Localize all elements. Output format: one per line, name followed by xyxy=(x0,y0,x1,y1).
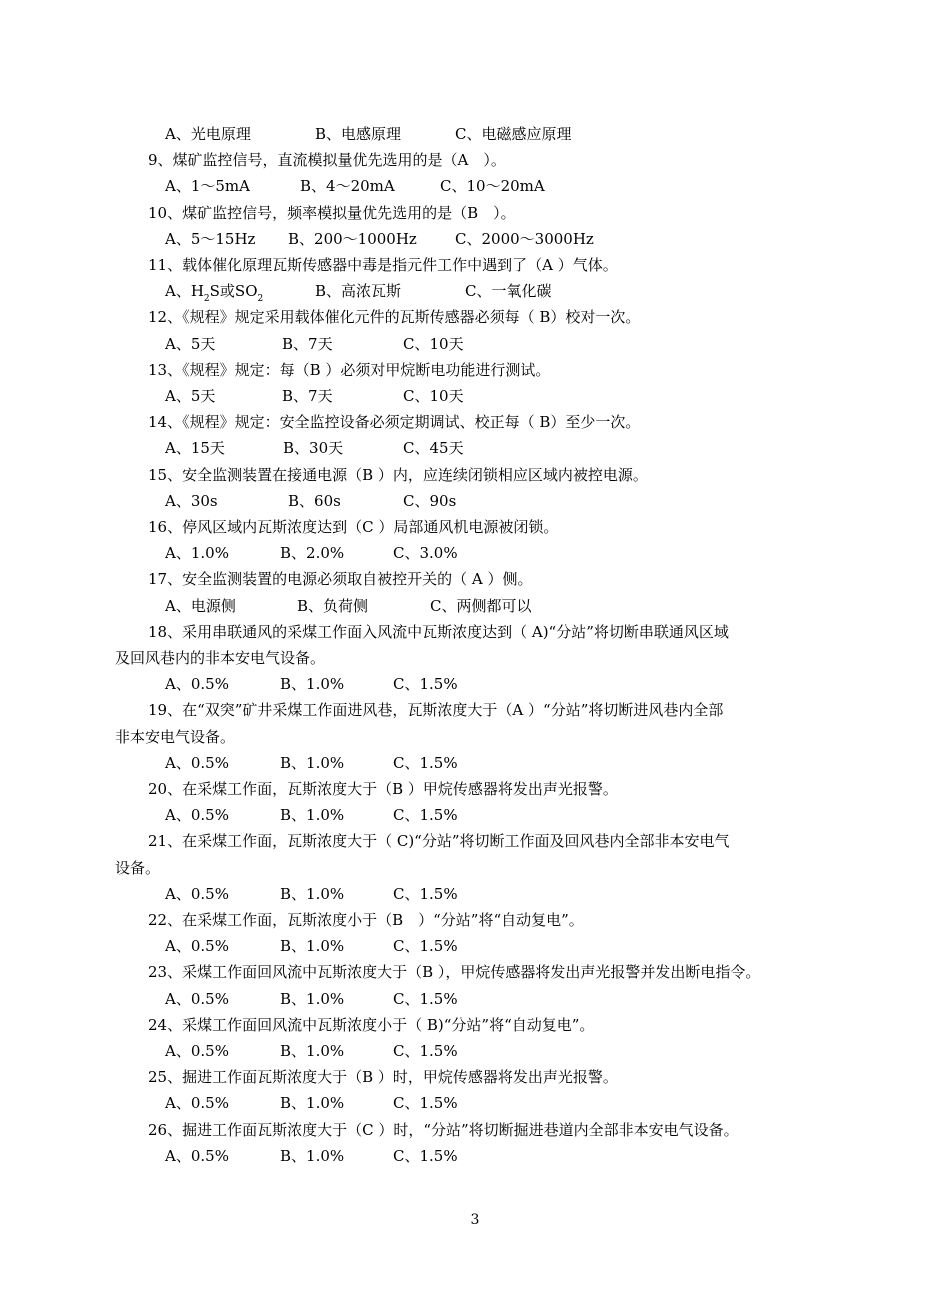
option-c: C、1.5% xyxy=(393,884,458,903)
option-b: B、高浓瓦斯 xyxy=(315,282,402,301)
option-c: C、2000～3000Hz xyxy=(455,229,594,248)
option-b: B、1.0% xyxy=(280,675,345,694)
question-text: 13、《规程》规定：每（B ）必须对甲烷断电功能进行测试。 xyxy=(148,360,551,379)
question-text: 14、《规程》规定：安全监控设备必须定期调试、校正每（ B）至少一次。 xyxy=(148,413,641,432)
question-text: 15、安全监测装置在接通电源（B ）内，应连续闭锁相应区域内被控电源。 xyxy=(148,465,648,484)
question-text-continued: 设备。 xyxy=(115,858,161,877)
option-c: C、1.5% xyxy=(393,989,458,1008)
option-c: C、1.5% xyxy=(393,1094,458,1113)
option-c: C、1.5% xyxy=(393,753,458,772)
option-b: B、1.0% xyxy=(280,884,345,903)
option-a: A、0.5% xyxy=(165,884,229,903)
option-a: A、0.5% xyxy=(165,675,229,694)
option-c: C、1.5% xyxy=(393,1042,458,1060)
option-b: B、7天 xyxy=(282,334,333,353)
option-a: A、0.5% xyxy=(165,937,229,956)
option-a: A、5～15Hz xyxy=(165,229,256,248)
option-b: B、负荷侧 xyxy=(297,596,369,615)
option-b: B、2.0% xyxy=(280,544,345,563)
option-a: A、1.0% xyxy=(165,544,229,563)
option-c: C、1.5% xyxy=(393,806,458,825)
option-a: A、0.5% xyxy=(165,989,229,1008)
question-text-continued: 非本安电气设备。 xyxy=(115,727,236,746)
option-b: B、1.0% xyxy=(280,806,345,825)
option-c: C、电磁感应原理 xyxy=(455,125,572,143)
page-number: 3 xyxy=(470,1212,480,1228)
question-text: 12、《规程》规定采用载体催化元件的瓦斯传感器必须每（ B）校对一次。 xyxy=(148,308,641,327)
question-text: 20、在采煤工作面，瓦斯浓度大于（B ）甲烷传感器将发出声光报警。 xyxy=(148,780,618,798)
option-a: A、15天 xyxy=(165,439,225,458)
question-text: 16、停风区域内瓦斯浓度达到（C ）局部通风机电源被闭锁。 xyxy=(148,518,559,536)
question-text: 10、煤矿监控信号，频率模拟量优先选用的是（B ）。 xyxy=(148,203,516,222)
question-text-continued: 及回风巷内的非本安电气设备。 xyxy=(115,649,326,667)
option-b: B、1.0% xyxy=(280,1094,345,1113)
option-b: B、1.0% xyxy=(280,937,345,956)
option-a: A、0.5% xyxy=(165,1094,229,1113)
question-text: 9、煤矿监控信号，直流模拟量优先选用的是（A ）。 xyxy=(148,151,506,170)
question-text: 19、在“双突”矿井采煤工作面进风巷，瓦斯浓度大于（A ）“分站”将切断进风巷内全部 xyxy=(148,701,724,720)
option-c: C、1.5% xyxy=(393,1146,458,1165)
option-b: B、60s xyxy=(288,491,341,510)
option-c: C、1.5% xyxy=(393,937,458,956)
option-b: B、电感原理 xyxy=(315,125,402,143)
option-b: B、1.0% xyxy=(280,753,345,772)
question-text: 22、在采煤工作面，瓦斯浓度小于（B ）“分站”将“自动复电”。 xyxy=(148,911,584,929)
option-c: C、90s xyxy=(403,491,457,510)
option-c: C、3.0% xyxy=(393,544,458,563)
question-text: 23、采煤工作面回风流中瓦斯浓度大于（B ），甲烷传感器将发出声光报警并发出断电指令。 xyxy=(148,963,761,982)
option-a: A、30s xyxy=(165,491,218,510)
option-b: B、7天 xyxy=(282,387,333,405)
question-text: 24、采煤工作面回风流中瓦斯浓度小于（ B)“分站”将“自动复电”。 xyxy=(148,1015,595,1034)
option-b: B、4～20mA xyxy=(300,177,395,196)
question-text: 11、载体催化原理瓦斯传感器中毒是指元件工作中遇到了（A ）气体。 xyxy=(148,256,618,274)
option-c: C、1.5% xyxy=(393,675,458,694)
option-a: A、0.5% xyxy=(165,806,229,825)
question-text: 25、掘进工作面瓦斯浓度大于（B ）时，甲烷传感器将发出声光报警。 xyxy=(148,1068,618,1087)
option-b: B、1.0% xyxy=(280,1042,345,1060)
option-a: A、5天 xyxy=(165,387,216,405)
option-c: C、一氧化碳 xyxy=(465,282,552,301)
question-text: 17、安全监测装置的电源必须取自被控开关的（ A ）侧。 xyxy=(148,570,533,589)
option-c: C、10～20mA xyxy=(440,177,545,196)
question-text: 18、采用串联通风的采煤工作面入风流中瓦斯浓度达到（ A)“分站”将切断串联通风区域 xyxy=(148,622,729,641)
option-b: B、1.0% xyxy=(280,1146,345,1165)
option-a: A、1～5mA xyxy=(165,177,250,196)
option-a: A、0.5% xyxy=(165,753,229,772)
option-a: A、电源侧 xyxy=(165,596,236,615)
option-a: A、光电原理 xyxy=(165,125,251,143)
option-b: B、30天 xyxy=(283,439,344,458)
option-c: C、两侧都可以 xyxy=(430,596,532,615)
option-a: A、$H_2S$或$SO_2$ xyxy=(165,282,264,305)
option-c: C、10天 xyxy=(403,387,464,405)
option-b: B、1.0% xyxy=(280,989,345,1008)
question-text: 26、掘进工作面瓦斯浓度大于（C ）时，“分站”将切断掘进巷道内全部非本安电气设备。 xyxy=(148,1120,739,1139)
option-c: C、45天 xyxy=(403,439,464,458)
option-a: A、5天 xyxy=(165,334,216,353)
option-a: A、0.5% xyxy=(165,1042,229,1060)
option-c: C、10天 xyxy=(403,334,464,353)
option-a: A、0.5% xyxy=(165,1146,229,1165)
question-text: 21、在采煤工作面，瓦斯浓度大于（ C)“分站”将切断工作面及回风巷内全部非本安电气 xyxy=(148,832,730,851)
option-b: B、200～1000Hz xyxy=(288,229,417,248)
